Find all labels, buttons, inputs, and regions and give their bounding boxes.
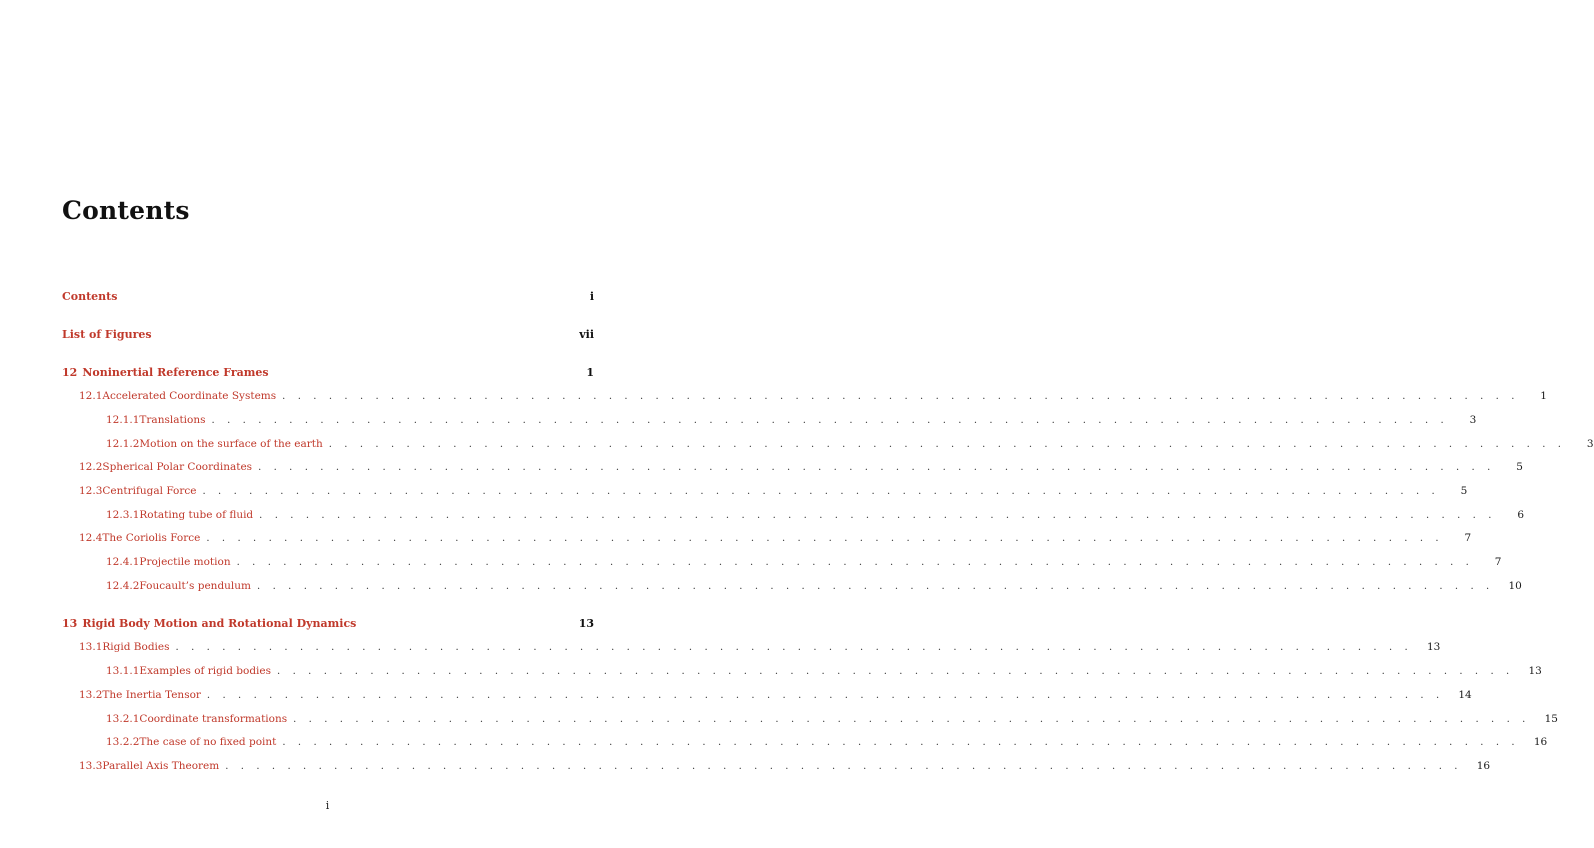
toc-entry-sub[interactable] — [106, 736, 1548, 752]
toc-entry-label[interactable]: List of Figures — [62, 328, 152, 341]
toc-dot-leader: . . . . . . . . . . . . . . . . . . . . . . . . . . . . . . . . . . . . . . . . . . . . . . . . . . . . . . . . . . . . . . . . . . . . . . . . . . . . . . . . — [259, 510, 1496, 521]
toc-entry-sub[interactable] — [106, 509, 1524, 525]
toc-entry-number: 13.1 — [79, 641, 103, 653]
toc-entry-page: 14 — [1458, 689, 1472, 701]
toc-entry-number: 13.3 — [79, 760, 103, 772]
toc-entry-label[interactable]: Rigid Bodies — [102, 641, 170, 653]
toc-entry-page: 5 — [1460, 485, 1468, 497]
toc-entry-page: 10 — [1508, 580, 1522, 592]
toc-entry-page: 16 — [1533, 736, 1548, 748]
toc-dot-leader: . . . . . . . . . . . . . . . . . . . . . . . . . . . . . . . . . . . . . . . . . . . . . . . . . . . . . . . . . . . . . . . . . . . . . . . . . . . . . . . . — [277, 666, 1514, 677]
toc-entry-page: 13 — [578, 617, 594, 630]
toc-entry-page: 13 — [1528, 665, 1542, 677]
toc-entry-label[interactable]: Spherical Polar Coordinates — [102, 461, 253, 473]
toc-dot-leader: . . . . . . . . . . . . . . . . . . . . . . . . . . . . . . . . . . . . . . . . . . . . . . . . . . . . . . . . . . . . . . . . . . . . . . . . . . . . . . . . — [202, 486, 1440, 497]
toc-entry-label[interactable]: Accelerated Coordinate Systems — [102, 390, 277, 402]
toc-entry-label[interactable]: The Inertia Tensor — [102, 689, 201, 701]
toc-entry-sec[interactable] — [79, 485, 1468, 501]
toc-entry-label[interactable]: Noninertial Reference Frames — [82, 366, 269, 379]
toc-entry-label[interactable]: The Coriolis Force — [102, 532, 201, 544]
toc-entry-sec[interactable] — [79, 390, 1547, 406]
toc-dot-leader: . . . . . . . . . . . . . . . . . . . . . . . . . . . . . . . . . . . . . . . . . . . . . . . . . . . . . . . . . . . . . . . . . . . . . . . . . . . . . . . . — [206, 690, 1444, 701]
toc-dot-leader: . . . . . . . . . . . . . . . . . . . . . . . . . . . . . . . . . . . . . . . . . . . . . . . . . . . . . . . . . . . . . . . . . . . . . . . . . . . . . . . . — [206, 533, 1444, 544]
toc-entry-number: 12.1.2 — [106, 438, 140, 450]
toc-entry-number: 12.1 — [79, 390, 103, 402]
toc-entry-number: 12.4.2 — [106, 580, 140, 592]
toc-entry-sec[interactable] — [79, 641, 1441, 657]
toc-dot-leader: . . . . . . . . . . . . . . . . . . . . . . . . . . . . . . . . . . . . . . . . . . . . . . . . . . . . . . . . . . . . . . . . . . . . . . . . . . . . . . . . — [257, 581, 1494, 592]
toc-entry-label[interactable]: Contents — [62, 290, 118, 303]
toc-entry-sub[interactable] — [106, 556, 1502, 572]
toc-dot-leader: . . . . . . . . . . . . . . . . . . . . . . . . . . . . . . . . . . . . . . . . . . . . . . . . . . . . . . . . . . . . . . . . . . . . . . . . . . . . . . . . — [258, 462, 1495, 473]
toc-entry-number: 12 — [62, 366, 78, 379]
toc-entry-label[interactable]: Rotating tube of fluid — [139, 509, 254, 521]
toc-entry-number: 13.1.1 — [106, 665, 140, 677]
toc-entry-label[interactable]: Foucault’s pendulum — [139, 580, 252, 592]
toc-dot-leader: . . . . . . . . . . . . . . . . . . . . . . . . . . . . . . . . . . . . . . . . . . . . . . . . . . . . . . . . . . . . . . . . . . . . . . . . . . . . . . . . — [211, 415, 1449, 426]
toc-entry-chap[interactable] — [62, 366, 594, 382]
toc-entry-chap[interactable] — [62, 328, 594, 344]
toc-entry-page: 1 — [1540, 390, 1547, 402]
toc-entry-sub[interactable] — [106, 665, 1542, 681]
toc-dot-leader: . . . . . . . . . . . . . . . . . . . . . . . . . . . . . . . . . . . . . . . . . . . . . . . . . . . . . . . . . . . . . . . . . . . . . . . . . . . . . . . . — [293, 714, 1530, 725]
toc-entry-label[interactable]: Coordinate transformations — [139, 713, 288, 725]
toc-entry-number: 12.3 — [79, 485, 103, 497]
toc-entry-page: i — [589, 290, 594, 303]
toc-entry-chap[interactable] — [62, 617, 594, 633]
toc-entry-page: 15 — [1544, 713, 1558, 725]
toc-entry-sec[interactable] — [79, 760, 1491, 776]
toc-entry-number: 13 — [62, 617, 78, 630]
toc-entry-number: 13.2 — [79, 689, 103, 701]
toc-entry-number: 12.2 — [79, 461, 103, 473]
toc-dot-leader: . . . . . . . . . . . . . . . . . . . . . . . . . . . . . . . . . . . . . . . . . . . . . . . . . . . . . . . . . . . . . . . . . . . . . . . . . . . . . . . . — [236, 557, 1474, 568]
toc-entry-page: vii — [579, 328, 594, 341]
toc-dot-leader: . . . . . . . . . . . . . . . . . . . . . . . . . . . . . . . . . . . . . . . . . . . . . . . . . . . . . . . . . . . . . . . . . . . . . . . . . . . . . . . . — [282, 737, 1520, 748]
toc-dot-leader: . . . . . . . . . . . . . . . . . . . . . . . . . . . . . . . . . . . . . . . . . . . . . . . . . . . . . . . . . . . . . . . . . . . . . . . . . . . . . . . . — [328, 439, 1566, 450]
toc-entry-page: 7 — [1494, 556, 1502, 568]
toc-entry-label[interactable]: Examples of rigid bodies — [139, 665, 272, 677]
toc-entry-page: 3 — [1586, 438, 1594, 450]
toc-entry-number: 13.2.2 — [106, 736, 140, 748]
toc-entry-page: 13 — [1426, 641, 1441, 653]
toc-entry-page: 7 — [1464, 532, 1472, 544]
toc-entry-label[interactable]: Motion on the surface of the earth — [139, 438, 323, 450]
toc-entry-sub[interactable] — [106, 414, 1477, 430]
toc-entry-label[interactable]: Parallel Axis Theorem — [102, 760, 220, 772]
toc-entry-number: 12.3.1 — [106, 509, 140, 521]
toc-dot-leader: . . . . . . . . . . . . . . . . . . . . . . . . . . . . . . . . . . . . . . . . . . . . . . . . . . . . . . . . . . . . . . . . . . . . . . . . . . . . . . . . — [282, 391, 1519, 402]
toc-entry-page: 3 — [1469, 414, 1477, 426]
toc-entry-sec[interactable] — [79, 461, 1523, 477]
toc-entry-label[interactable]: The case of no fixed point — [139, 736, 277, 748]
toc-entry-label[interactable]: Translations — [139, 414, 206, 426]
toc-entry-number: 13.2.1 — [106, 713, 140, 725]
toc-entry-page: 5 — [1516, 461, 1523, 473]
toc-entry-number: 12.4 — [79, 532, 103, 544]
toc-entry-label[interactable]: Rigid Body Motion and Rotational Dynamics — [82, 617, 357, 630]
toc-entry-label[interactable]: Projectile motion — [139, 556, 231, 568]
toc-dot-leader: . . . . . . . . . . . . . . . . . . . . . . . . . . . . . . . . . . . . . . . . . . . . . . . . . . . . . . . . . . . . . . . . . . . . . . . . . . . . . . . . — [175, 642, 1413, 653]
toc-entry-page: 16 — [1476, 760, 1491, 772]
toc-entry-page: 6 — [1517, 509, 1524, 521]
toc-entry-label[interactable]: Centrifugal Force — [102, 485, 197, 497]
toc-entry-sec[interactable] — [79, 532, 1472, 548]
toc-entry-sub[interactable] — [106, 438, 1594, 454]
page-title: Contents — [62, 196, 190, 225]
toc-entry-page: 1 — [586, 366, 594, 379]
toc-entry-number: 12.1.1 — [106, 414, 140, 426]
toc-entry-sec[interactable] — [79, 689, 1472, 705]
toc-entry-chap[interactable] — [62, 290, 594, 306]
page-number-footer: i — [325, 799, 330, 812]
toc-entry-number: 12.4.1 — [106, 556, 140, 568]
toc-dot-leader: . . . . . . . . . . . . . . . . . . . . . . . . . . . . . . . . . . . . . . . . . . . . . . . . . . . . . . . . . . . . . . . . . . . . . . . . . . . . . . . . — [225, 761, 1463, 772]
toc-entry-sub[interactable] — [106, 713, 1558, 729]
toc-entry-sub[interactable] — [106, 580, 1522, 596]
